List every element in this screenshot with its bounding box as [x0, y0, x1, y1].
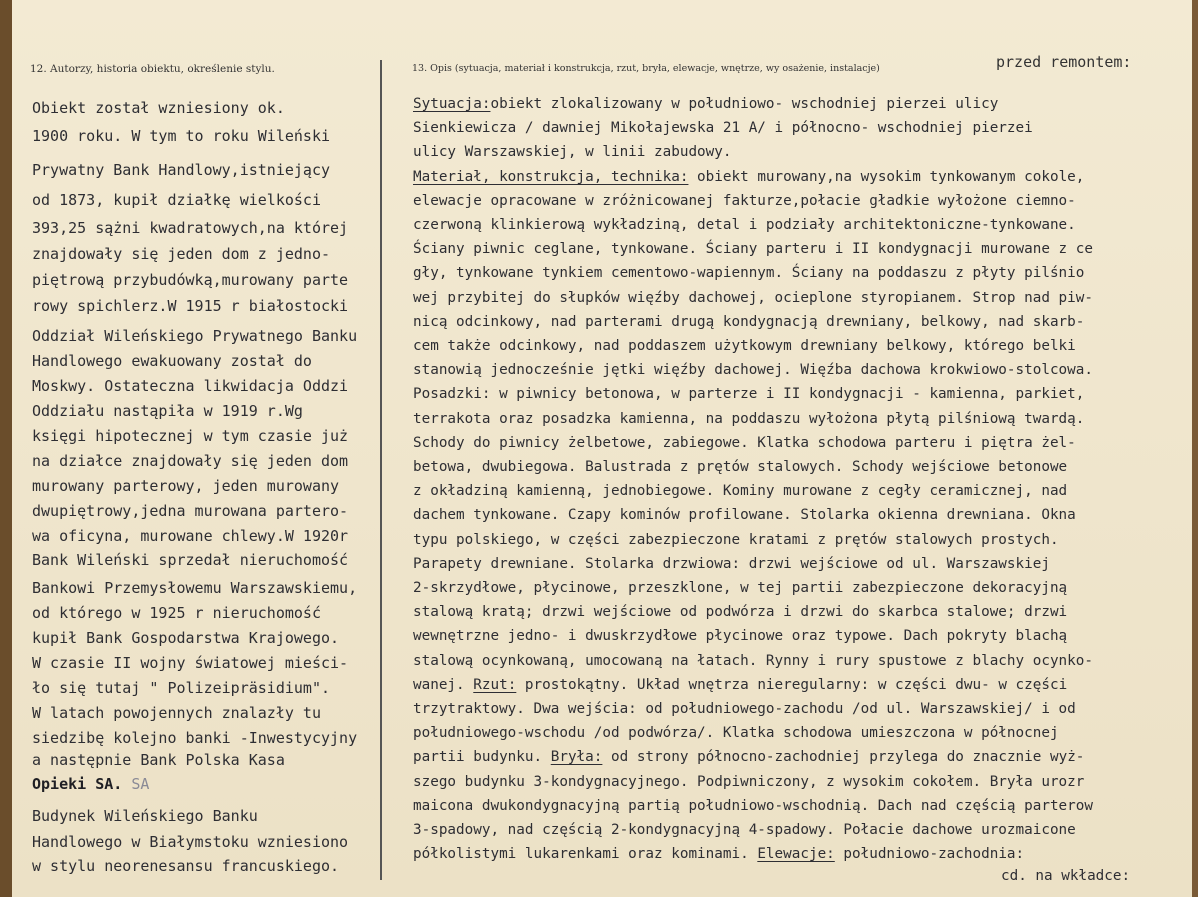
style-summary-line: Budynek Wileńskiego Banku	[32, 807, 258, 825]
description-text-line	[413, 407, 1084, 431]
description-text-line	[413, 818, 1076, 842]
history-text-line: od 1873, kupił działkę wielkości	[32, 191, 321, 209]
bank-name-bold: Opieki SA.	[32, 775, 123, 793]
history-text-line: kupił Bank Gospodarstwa Krajowego.	[32, 629, 340, 647]
history-text-line: piętrową przybudówką,murowany parte	[32, 271, 349, 289]
section-13-heading: 13. Opis (sytuacja, materiał i konstrukcja, rzut, bryła, elewacje, wnętrze, wy osażenie, instalacje)	[412, 63, 880, 74]
history-text-line: Bankowi Przemysłowemu Warszawskiemu,	[32, 579, 358, 597]
description-text: dachem tynkowane. Czapy kominów profilowane. Stolarka okienna drewniana. Okna	[413, 507, 1076, 523]
history-text-line: siedzibę kolejno banki -Inwestycyjny	[32, 729, 358, 747]
description-text-line	[413, 794, 1093, 818]
history-text-line: a następnie Bank Polska Kasa	[32, 751, 285, 769]
history-text-line: ło się tutaj " Polizeipräsidium".	[32, 679, 331, 697]
description-text: obiekt zlokalizowany w południowo- wschodniej pierzei ulicy	[490, 96, 999, 112]
description-text: elewacje opracowane w zróżnicowanej fakturze,połacie gładkie wyłożone ciemno-	[413, 193, 1076, 209]
history-text-line: murowany parterowy, jeden murowany	[32, 477, 340, 495]
description-text: półkolistymi lukarenkami oraz kominami.	[413, 846, 758, 862]
history-text-line: 1900 roku. W tym to roku Wileński	[32, 127, 331, 145]
description-text: wewnętrzne jedno- i dwuskrzydłowe płycinowe oraz typowe. Dach pokryty blachą	[413, 628, 1068, 644]
description-text-line	[413, 165, 1084, 189]
description-text-line	[413, 189, 1076, 213]
description-text: prostokątny. Układ wnętrza nieregularny: w części dwu- w części	[516, 677, 1068, 693]
description-text-line	[413, 213, 1076, 237]
history-text-line: Oddział Wileńskiego Prywatnego Banku	[32, 327, 358, 345]
description-text: Parapety drewniane. Stolarka drzwiowa: drzwi wejściowe od ul. Warszawskiej	[413, 556, 1050, 572]
style-summary-line: Handlowego w Białymstoku wzniesiono	[32, 833, 349, 851]
history-text-line: Obiekt został wzniesiony ok.	[32, 99, 285, 117]
description-text: trzytraktowy. Dwa wejścia: od południowego-zachodu /od ul. Warszawskiej/ i od	[413, 701, 1076, 717]
bank-name-line	[32, 772, 149, 796]
description-text: szego budynku 3-kondygnacyjnego. Podpiwniczony, z wysokim cokołem. Bryła urozr	[413, 774, 1085, 790]
description-text-line	[413, 770, 1084, 794]
history-text-line: Oddziału nastąpiła w 1919 r.Wg	[32, 402, 303, 420]
description-text-line	[413, 455, 1067, 479]
column-divider	[380, 60, 382, 880]
description-text: ulicy Warszawskiej, w linii zabudowy.	[413, 144, 732, 160]
description-text-line	[413, 261, 1084, 285]
history-text-line: dwupiętrowy,jedna murowana partero-	[32, 502, 349, 520]
description-text-line	[413, 624, 1067, 648]
history-text-line: księgi hipotecznej w tym czasie już	[32, 427, 349, 445]
description-text-line	[413, 237, 1093, 261]
history-text-line: na działce znajdowały się jeden dom	[32, 452, 349, 470]
section-12-heading: 12. Autorzy, historia obiektu, określenie stylu.	[30, 63, 275, 75]
history-text-line: od którego w 1925 r nieruchomość	[32, 604, 321, 622]
section-label: Materiał, konstrukcja, technika:	[413, 169, 689, 185]
description-text-line	[413, 673, 1067, 697]
description-text: stanowią jednocześnie jętki więźby dachowej. Więźba dachowa krokwiowo-stolcowa.	[413, 362, 1093, 378]
history-text-line: W latach powojennych znalazły tu	[32, 704, 321, 722]
history-text-line: Prywatny Bank Handlowy,istniejący	[32, 161, 331, 179]
style-summary-line: w stylu neorenesansu francuskiego.	[32, 857, 340, 875]
description-text: 3-spadowy, nad częścią 2-kondygnacyjną 4-spadowy. Połacie dachowe urozmaicone	[413, 822, 1076, 838]
description-text: Schody do piwnicy żelbetowe, zabiegowe. Klatka schodowa parteru i piętra żel-	[413, 435, 1076, 451]
description-text: typu polskiego, w części zabezpieczone kratami z prętów stalowych prostych.	[413, 532, 1059, 548]
description-text-line	[413, 358, 1093, 382]
before-renovation-label: przed remontem:	[996, 53, 1132, 71]
description-text-line	[413, 310, 1084, 334]
description-text: z okładziną kamienną, jednobiegowe. Kominy murowane z cegły ceramicznej, nad	[413, 483, 1068, 499]
description-text-line	[413, 503, 1076, 527]
history-text-line: wa oficyna, murowane chlewy.W 1920r	[32, 527, 349, 545]
history-text-line: znajdowały się jeden dom z jedno-	[32, 245, 331, 263]
description-text: partii budynku.	[413, 749, 551, 765]
description-text: wej przybitej do słupków więźby dachowej, ocieplone styropianem. Strop nad piw-	[413, 290, 1093, 306]
description-text-line	[413, 528, 1059, 552]
history-text-line: rowy spichlerz.W 1915 r białostocki	[32, 297, 349, 315]
description-text: gły, tynkowane tynkiem cementowo-wapiennym. Ściany na poddaszu z płyty pilśnio	[413, 265, 1085, 281]
description-text-line	[413, 382, 1084, 406]
description-text: 2-skrzydłowe, płycinowe, przeszklone, w tej partii zabezpieczone dekoracyjną	[413, 580, 1068, 596]
history-text-line: 393,25 sążni kwadratowych,na której	[32, 219, 349, 237]
description-text: obiekt murowany,na wysokim tynkowanym cokole,	[688, 169, 1085, 185]
description-text: południowo-zachodnia:	[834, 846, 1025, 862]
description-text-line	[413, 116, 1033, 140]
description-text: nicą odcinkowy, nad parterami drugą kondygnacją drewniany, belkowy, nad skarb-	[413, 314, 1085, 330]
section-label: Bryła:	[550, 749, 603, 765]
description-text-line	[413, 431, 1076, 455]
description-text-line	[413, 92, 998, 116]
description-text: Ściany piwnic ceglane, tynkowane. Ściany parteru i II kondygnacji murowane z ce	[413, 241, 1093, 257]
description-text-line	[413, 576, 1067, 600]
description-text: cem także odcinkowy, nad poddaszem użytkowym drewniany belkowy, którego belki	[413, 338, 1076, 354]
description-text: betowa, dwubiegowa. Balustrada z prętów stalowych. Schody wejściowe betonowe	[413, 459, 1068, 475]
history-text-line: Handlowego ewakuowany został do	[32, 352, 312, 370]
description-text-line	[413, 552, 1050, 576]
description-text: czerwoną klinkierową wykładziną, detal i podziały architektoniczne-tynkowane.	[413, 217, 1076, 233]
description-text: stalową ocynkowaną, umocowaną na łatach. Rynny i rury spustowe z blachy ocynko-	[413, 653, 1093, 669]
history-text-line: Moskwy. Ostateczna likwidacja Oddzi	[32, 377, 349, 395]
paper-right-edge	[1192, 0, 1198, 897]
description-text-line	[413, 334, 1076, 358]
description-text-line	[413, 721, 1059, 745]
history-text-line: W czasie II wojny światowej mieści-	[32, 654, 349, 672]
history-text-line: Bank Wileński sprzedał nieruchomość	[32, 551, 349, 569]
description-text-line	[413, 745, 1084, 769]
description-text-line	[413, 600, 1067, 624]
description-text: Posadzki: w piwnicy betonowa, w parterze i II kondygnacji - kamienna, parkiet,	[413, 386, 1085, 402]
description-text-line	[413, 842, 1024, 866]
bank-name-faded: SA	[122, 775, 150, 793]
continued-note: cd. na wkładce:	[1001, 868, 1131, 884]
section-label: Elewacje:	[757, 846, 835, 862]
paper-left-edge	[0, 0, 12, 897]
description-text: od strony północno-zachodniej przylega do znacznie wyż-	[602, 749, 1085, 765]
description-text-line	[413, 479, 1067, 503]
description-text: stalową kratą; drzwi wejściowe od podwórza i drzwi do skarbca stalowe; drzwi	[413, 604, 1068, 620]
description-text: maicona dwukondygnacyjną partią południowo-wschodnią. Dach nad częścią parterow	[413, 798, 1093, 814]
description-text: wanej.	[413, 677, 474, 693]
description-text: Sienkiewicza / dawniej Mikołajewska 21 A/ i północno- wschodniej pierzei	[413, 120, 1033, 136]
description-text-line	[413, 649, 1093, 673]
description-text-line	[413, 140, 731, 164]
description-text-line	[413, 697, 1076, 721]
section-label: Rzut:	[473, 677, 517, 693]
section-label: Sytuacja:	[413, 96, 491, 112]
description-text: terrakota oraz posadzka kamienna, na poddaszu wyłożona płytą pilśniową twardą.	[413, 411, 1085, 427]
description-text-line	[413, 286, 1093, 310]
description-text: południowego-wschodu /od podwórza/. Klatka schodowa umieszczona w północnej	[413, 725, 1059, 741]
